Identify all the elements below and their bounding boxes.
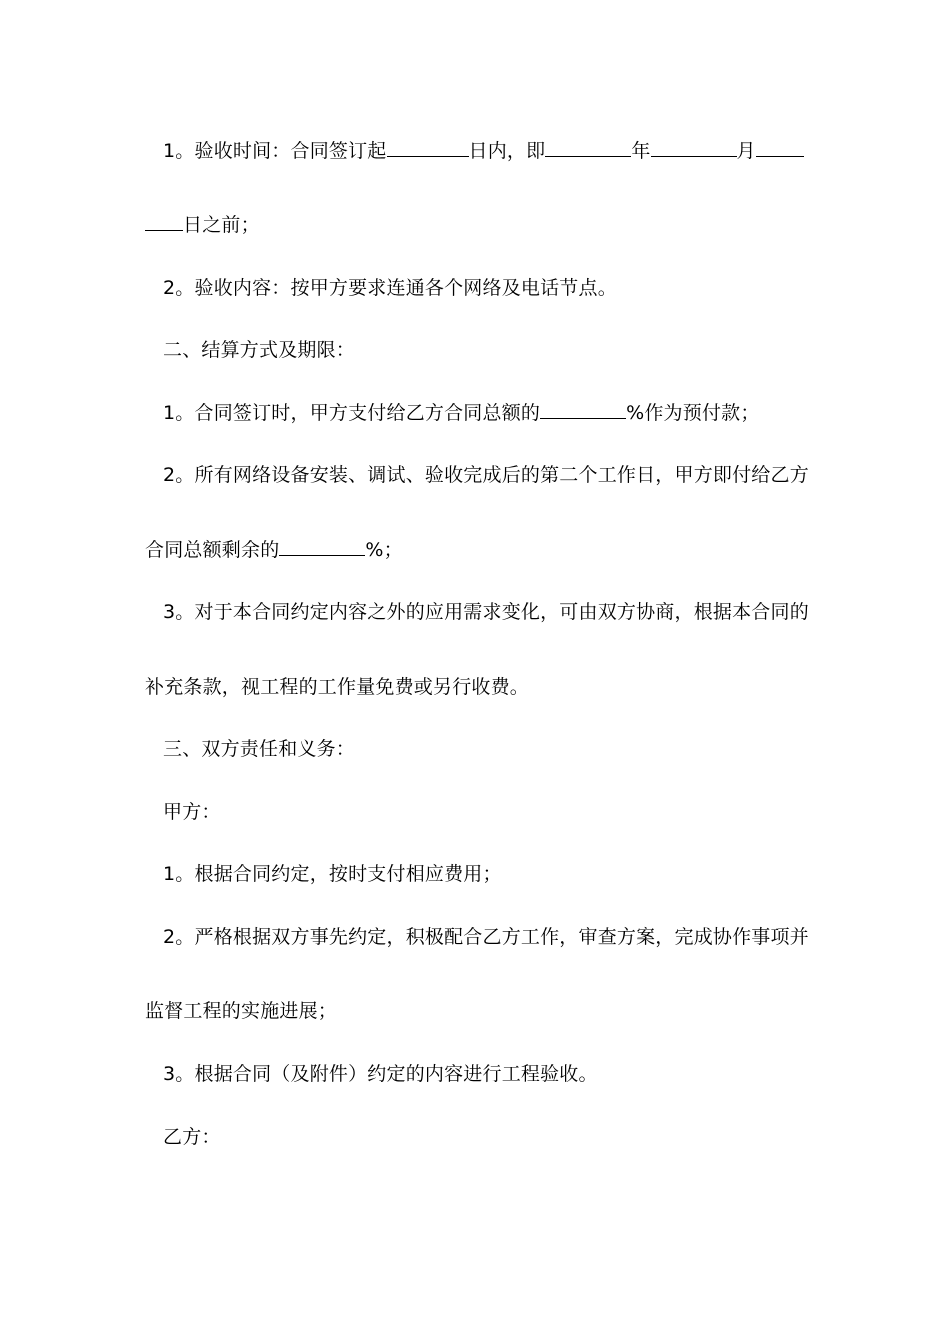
fill-blank-month (651, 138, 737, 157)
paragraph-acceptance-time-cont (145, 212, 260, 238)
text-segment: 合同总额剩余的 (145, 539, 280, 561)
fill-blank-remaining-percent (279, 537, 365, 556)
paragraph-acceptance-content: 2。验收内容：按甲方要求连通各个网络及电话节点。 (163, 277, 617, 299)
text-segment: 日之前； (183, 214, 260, 236)
text-segment: %； (365, 539, 403, 561)
paragraph-party-a-acceptance: 3。根据合同（及附件）约定的内容进行工程验收。 (163, 1063, 598, 1085)
text-segment: 1。验收时间：合同签订起 (163, 140, 387, 162)
fill-blank-day-end (145, 212, 183, 231)
text-segment: %作为预付款； (626, 402, 760, 424)
fill-blank-day-start (756, 138, 804, 157)
text-segment: 年 (631, 140, 651, 162)
fill-blank-year (545, 138, 631, 157)
fill-blank-prepay-percent (540, 400, 626, 419)
paragraph-party-a-cooperate: 2。严格根据双方事先约定，积极配合乙方工作，审查方案，完成协作事项并 (163, 926, 809, 948)
text-segment: 月 (736, 140, 756, 162)
paragraph-final-payment: 2。所有网络设备安装、调试、验收完成后的第二个工作日，甲方即付给乙方 (163, 464, 809, 486)
text-segment: 日内，即 (468, 140, 546, 162)
fill-blank-days (387, 138, 469, 157)
party-a-heading: 甲方： (163, 801, 221, 823)
paragraph-extra-requirements: 3。对于本合同约定内容之外的应用需求变化，可由双方协商，根据本合同的 (163, 601, 809, 623)
text-segment: 1。合同签订时，甲方支付给乙方合同总额的 (163, 402, 541, 424)
paragraph-party-a-pay: 1。根据合同约定，按时支付相应费用； (163, 863, 502, 885)
paragraph-acceptance-time (163, 138, 804, 164)
section-heading-settlement: 二、结算方式及期限： (163, 339, 356, 361)
paragraph-final-payment-cont (145, 537, 403, 563)
section-heading-responsibilities: 三、双方责任和义务： (163, 738, 356, 760)
paragraph-extra-requirements-cont: 补充条款，视工程的工作量免费或另行收费。 (145, 676, 530, 698)
paragraph-party-a-cooperate-cont: 监督工程的实施进展； (145, 1000, 338, 1022)
paragraph-prepayment (163, 400, 760, 426)
party-b-heading: 乙方： (163, 1126, 221, 1148)
